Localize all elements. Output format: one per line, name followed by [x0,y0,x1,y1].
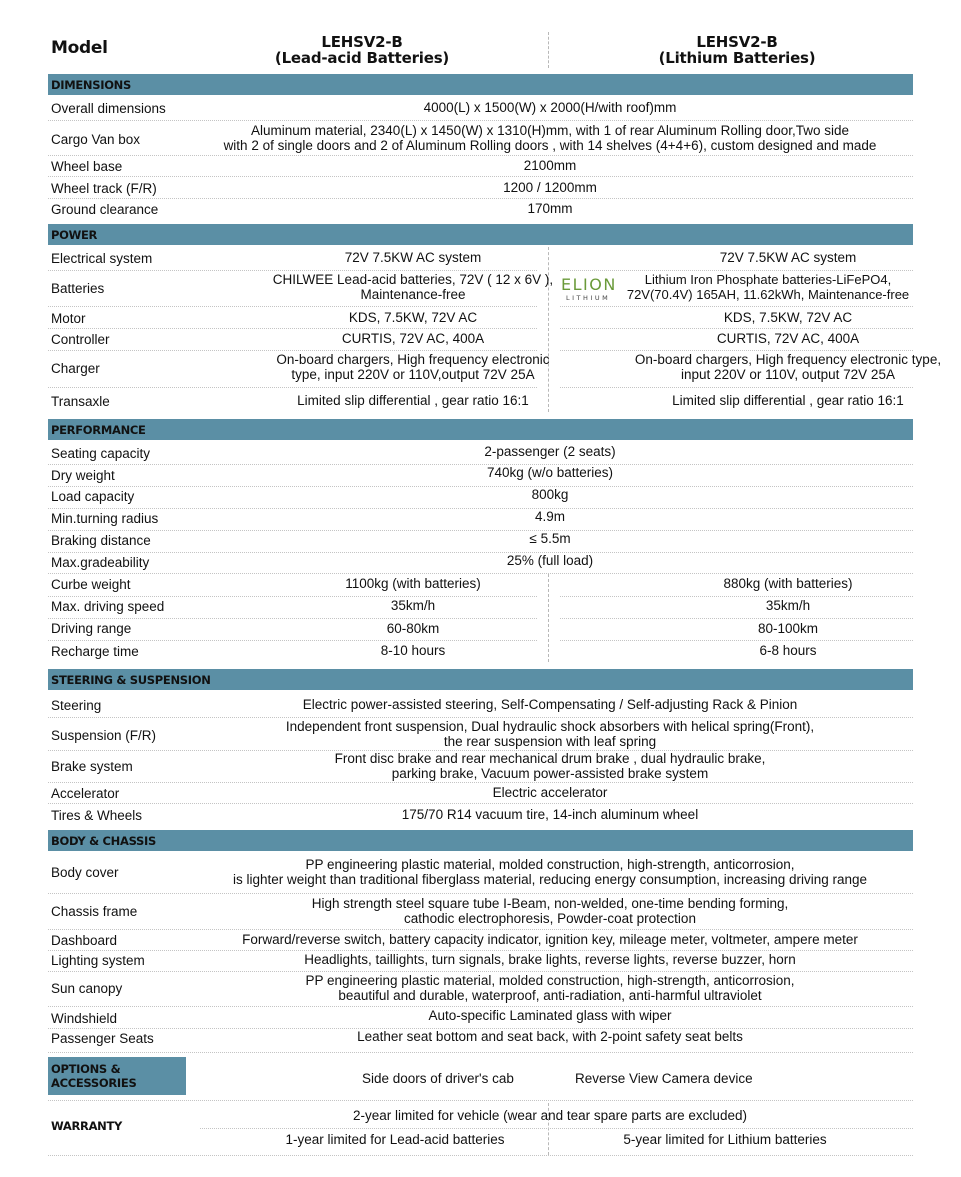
row-divider [48,176,913,177]
row-divider [48,929,913,930]
row-divider [48,552,913,553]
row-divider [560,387,913,388]
row-divider [48,971,913,972]
row-divider [48,270,537,271]
row-divider [48,530,913,531]
section-warranty: WARRANTY [51,1119,123,1133]
column-divider [548,32,549,68]
row-divider [48,464,913,465]
row-divider [48,328,537,329]
row-divider [48,155,913,156]
lead-acid-column-heading [240,34,484,66]
lithium-column-heading [615,34,859,66]
section-power: POWER [48,224,913,245]
row-divider [48,640,537,641]
svg-text:ELION: ELION [561,275,617,294]
option-side-doors: Side doors of driver's cab [362,1071,514,1086]
row-divider [560,618,913,619]
row-divider [48,198,913,199]
row-divider [560,596,913,597]
row-divider [48,1100,913,1101]
row-divider [560,640,913,641]
lead-acid-subtitle: (Lead-acid Batteries) [274,49,450,67]
row-divider [48,803,913,804]
section-body-chassis: BODY & CHASSIS [48,830,913,851]
warranty-lead-acid: 1-year limited for Lead-acid batteries [285,1132,505,1147]
section-performance: PERFORMANCE [48,419,913,440]
row-divider [560,306,913,307]
model-heading: Model [51,38,108,58]
row-divider [560,350,913,351]
row-divider [48,1052,913,1053]
row-divider [48,950,913,951]
option-reverse-camera: Reverse View Camera device [575,1071,753,1086]
row-divider [560,270,913,271]
row-divider [48,486,913,487]
row-divider [48,618,537,619]
elion-lithium-logo [560,275,626,301]
row-divider [48,596,537,597]
section-dimensions: DIMENSIONS [48,74,913,95]
row-divider [48,573,913,574]
row-divider [48,1155,913,1156]
row-divider [200,1128,913,1129]
lithium-model: LEHSV2-B [696,33,778,51]
row-divider [48,120,913,121]
lithium-subtitle: (Lithium Batteries) [658,49,816,67]
row-divider [48,893,913,894]
warranty-vehicle: 2-year limited for vehicle (wear and tear spare parts are excluded) [353,1108,747,1123]
row-divider [48,1006,913,1007]
svg-text:LITHIUM: LITHIUM [566,294,611,301]
row-divider [48,782,913,783]
section-options-accessories: OPTIONS & ACCESSORIES [48,1057,186,1095]
row-divider [48,387,537,388]
row-divider [560,328,913,329]
row-divider [48,508,913,509]
row-divider [48,717,913,718]
section-steering-suspension: STEERING & SUSPENSION [48,669,913,690]
row-divider [48,350,537,351]
warranty-lithium: 5-year limited for Lithium batteries [623,1132,827,1147]
row-divider [48,306,537,307]
lead-acid-model: LEHSV2-B [321,33,403,51]
